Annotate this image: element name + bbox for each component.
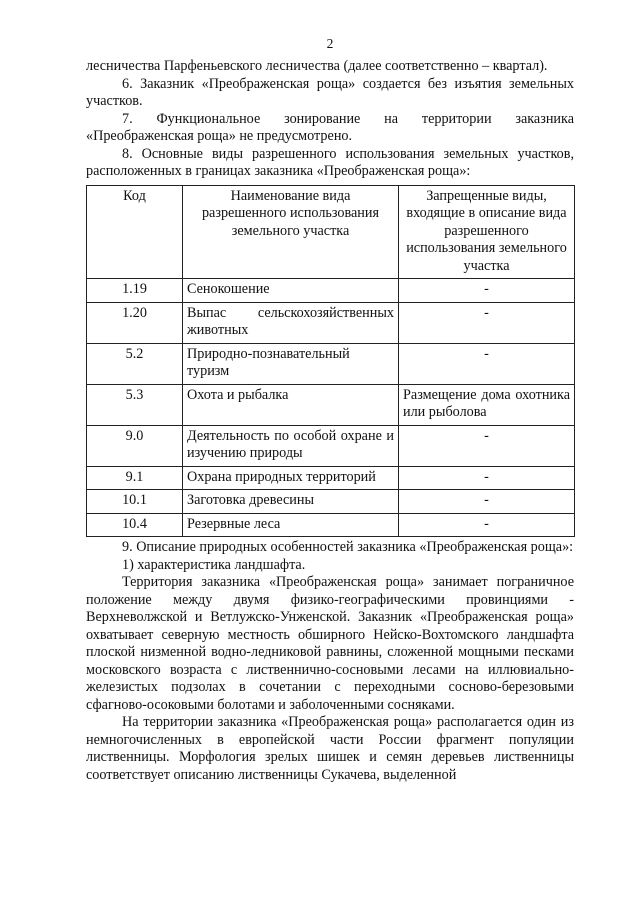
cell-code: 10.1 bbox=[87, 490, 183, 514]
cell-name: Заготовка древесины bbox=[183, 490, 399, 514]
page-number: 2 bbox=[326, 36, 334, 51]
paragraph: На территории заказника «Преображенская роща» располагается один из немногочисленных в европейской части России фрагмент популяции лиственницы. Морфология зрелых шишек и семян деревьев лиственницы соответствует описанию лиственницы Сукачева, выделенной bbox=[86, 714, 574, 783]
paragraph: Территория заказника «Преображенская роща» занимает пограничное положение между двумя физико-географическими провинциями - Верхневолжской и Ветлужско-Унженской. Заказник «Преображенская роща» охватывает северную местность обширного Нейско-Вохтомского ландшафта плоской низменной водно-ледниковой равнины, сложенной мощными песками московского возраста с лиственнично-сосновыми лесами на иллювиально-железистых подзолах в сочетании с переходными сосново-березовыми сфагново-осоковыми болотами и заболоченными сосняками. bbox=[86, 574, 574, 713]
cell-name: Сенокошение bbox=[183, 279, 399, 303]
cell-forbidden: - bbox=[399, 343, 575, 384]
table-row bbox=[87, 384, 575, 425]
table-row bbox=[87, 490, 575, 514]
cell-forbidden: - bbox=[399, 279, 575, 303]
cell-code: 5.2 bbox=[87, 343, 183, 384]
table-header-row bbox=[87, 185, 575, 279]
paragraph: 1) характеристика ландшафта. bbox=[122, 556, 306, 573]
table-row bbox=[87, 302, 575, 343]
table-row bbox=[87, 279, 575, 303]
cell-code: 1.19 bbox=[87, 279, 183, 303]
cell-forbidden: - bbox=[399, 302, 575, 343]
table-row bbox=[87, 513, 575, 537]
land-use-table bbox=[86, 185, 575, 538]
table-row bbox=[87, 466, 575, 490]
paragraphs-after bbox=[86, 539, 574, 784]
cell-code: 10.4 bbox=[87, 513, 183, 537]
cell-name: Природно-познавательный туризм bbox=[183, 343, 399, 384]
paragraph: 8. Основные виды разрешенного использования земельных участков, расположенных в границах заказника «Преображенская роща»: bbox=[86, 145, 574, 179]
cell-forbidden: - bbox=[399, 490, 575, 514]
cell-name: Охота и рыбалка bbox=[183, 384, 399, 425]
paragraph: лесничества Парфеньевского лесничества (далее соответственно – квартал). bbox=[86, 58, 548, 74]
cell-forbidden: Размещение дома охотника или рыболова bbox=[399, 384, 575, 425]
cell-name: Резервные леса bbox=[183, 513, 399, 537]
table-row bbox=[87, 343, 575, 384]
cell-name: Деятельность по особой охране и изучению природы bbox=[183, 425, 399, 466]
paragraph: 9. Описание природных особенностей заказника «Преображенская роща»: bbox=[122, 539, 574, 555]
cell-code: 1.20 bbox=[87, 302, 183, 343]
cell-code: 9.1 bbox=[87, 466, 183, 490]
cell-name: Охрана природных территорий bbox=[183, 466, 399, 490]
header-code: Код bbox=[87, 185, 183, 279]
cell-forbidden: - bbox=[399, 466, 575, 490]
cell-name: Выпас сельскохозяйственных животных bbox=[183, 302, 399, 343]
cell-forbidden: - bbox=[399, 513, 575, 537]
paragraph: 7. Функциональное зонирование на территории заказника «Преображенская роща» не предусмотрено. bbox=[86, 110, 574, 144]
paragraph: 6. Заказник «Преображенская роща» создается без изъятия земельных участков. bbox=[86, 75, 574, 109]
header-name: Наименование вида разрешенного использования земельного участка bbox=[183, 185, 399, 279]
header-forbidden: Запрещенные виды, входящие в описание вида разрешенного использования земельного участка bbox=[399, 185, 575, 279]
table-row bbox=[87, 425, 575, 466]
cell-code: 9.0 bbox=[87, 425, 183, 466]
cell-forbidden: - bbox=[399, 425, 575, 466]
cell-code: 5.3 bbox=[87, 384, 183, 425]
paragraphs-before bbox=[86, 58, 574, 181]
document-page bbox=[86, 36, 574, 784]
